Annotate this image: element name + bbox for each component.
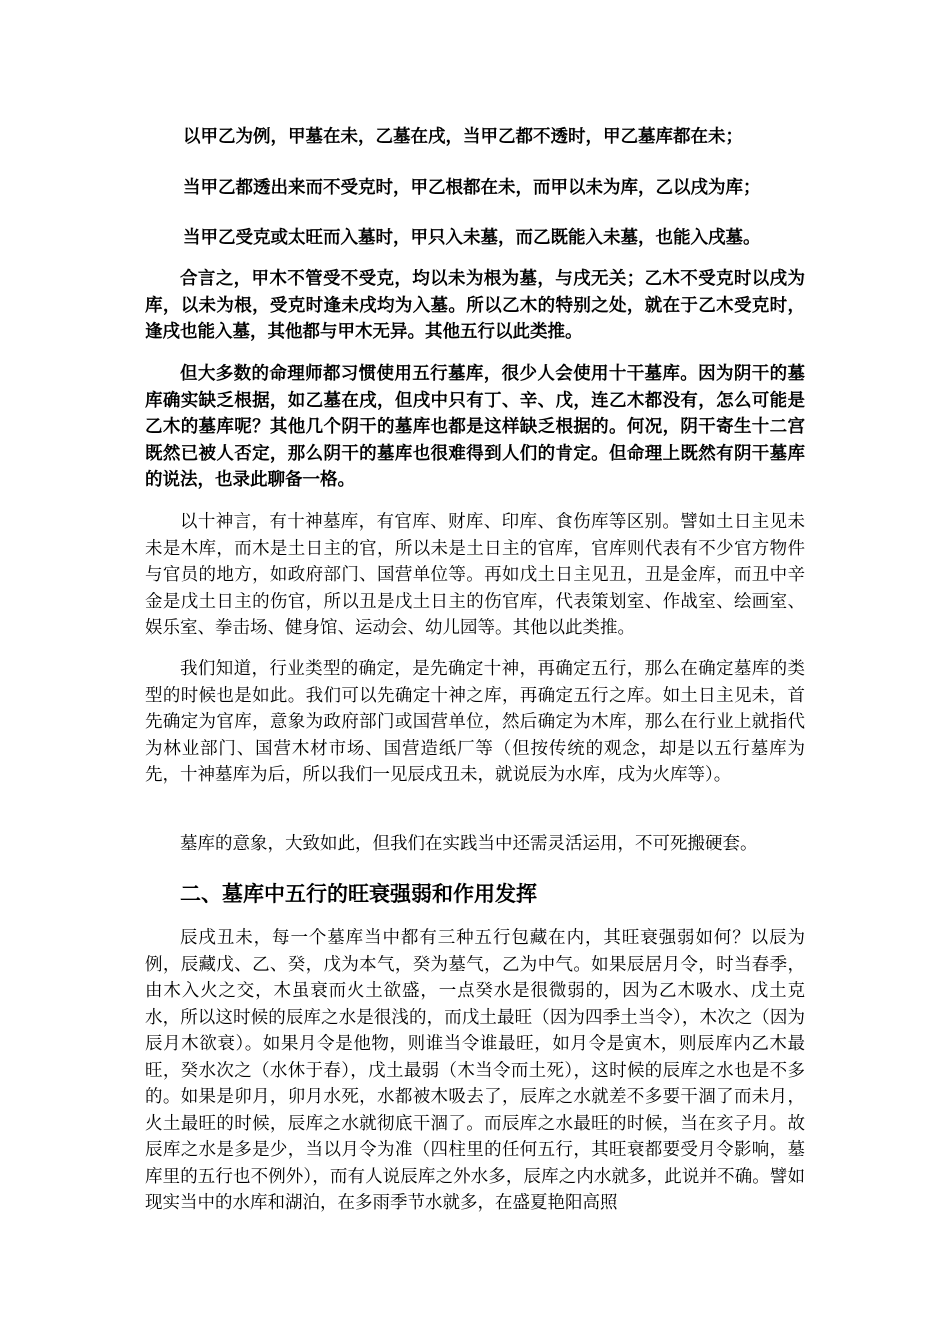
paragraph-3: 当甲乙受克或太旺而入墓时，甲只入未墓，而乙既能入未墓，也能入戌墓。	[183, 228, 761, 248]
paragraph-9: 辰戌丑未，每一个墓库当中都有三种五行包藏在内，其旺衰强弱如何？以辰为例，辰藏戊、乙、癸，戊为本气，癸为墓气，乙为中气。如果辰居月令，时当春季，由木入火之交，木虽衰而火土欲盛，一点癸水是很微弱的，因为乙木吸水、戊土克水，所以这时候的辰库之水是很浅的，而戊土最旺（因为四季土当令），木次之（因为辰月木欲衰）。如果月令是他物，则谁当令谁最旺，如月令是寅木，则辰库内乙木最旺，癸水次之（水休于春），戊土最弱（木当令而土死），这时候的辰库之水也是不多的。如果是卯月，卯月水死，水都被木吸去了，辰库之水就差不多要干涸了而未月，火土最旺的时候，辰库之水就彻底干涸了。而辰库之水最旺的时候，当在亥子月。故辰库之水是多是少，当以月令为准（四柱里的任何五行，其旺衰都要受月令影响，墓库里的五行也不例外），而有人说辰库之外水多，辰库之内水就多，此说并不确。譬如现实当中的水库和湖泊，在多雨季节水就多，在盛夏艳阳高照	[145, 928, 805, 1213]
paragraph-4: 合言之，甲木不管受不受克，均以未为根为墓，与戌无关；乙木不受克时以戌为库，以未为根，受克时逢未戌均为入墓。所以乙木的特别之处，就在于乙木受克时，逢戌也能入墓，其他都与甲木无异。其他五行以此类推。	[145, 269, 805, 342]
paragraph-8: 墓库的意象，大致如此，但我们在实践当中还需灵活运用，不可死搬硬套。	[180, 834, 758, 854]
paragraph-7: 我们知道，行业类型的确定，是先确定十神，再确定五行，那么在确定墓库的类型的时候也是如此。我们可以先确定十神之库，再确定五行之库。如土日主见未，首先确定为官库，意象为政府部门或国营单位，然后确定为木库，那么在行业上就指代为林业部门、国营木材市场、国营造纸厂等（但按传统的观念，却是以五行墓库为先，十神墓库为后，所以我们一见辰戌丑未，就说辰为水库，戌为火库等）。	[145, 659, 805, 785]
section-heading: 二、墓库中五行的旺衰强弱和作用发挥	[180, 882, 537, 906]
paragraph-1: 以甲乙为例，甲墓在未，乙墓在戌，当甲乙都不透时，甲乙墓库都在未；	[183, 127, 743, 147]
paragraph-2: 当甲乙都透出来而不受克时，甲乙根都在未，而甲以未为库，乙以戌为库；	[183, 178, 761, 198]
paragraph-5: 但大多数的命理师都习惯使用五行墓库，很少人会使用十干墓库。因为阴干的墓库确实缺乏根据，如乙墓在戌，但戌中只有丁、辛、戊，连乙木都没有，怎么可能是乙木的墓库呢？其他几个阴干的墓库也都是这样缺乏根据的。何况，阴干寄生十二宫既然已被人否定，那么阴干的墓库也很难得到人们的肯定。但命理上既然有阴干墓库的说法，也录此聊备一格。	[145, 364, 805, 490]
paragraph-6: 以十神言，有十神墓库，有官库、财库、印库、食伤库等区别。譬如土日主见未未是木库，而木是土日主的官，所以未是土日主的官库，官库则代表有不少官方物件与官员的地方，如政府部门、国营单位等。再如戊土日主见丑，丑是金库，而丑中辛金是戊土日主的伤官，所以丑是戊土日主的伤官库，代表策划室、作战室、绘画室、娱乐室、拳击场、健身馆、运动会、幼儿园等。其他以此类推。	[145, 512, 805, 638]
